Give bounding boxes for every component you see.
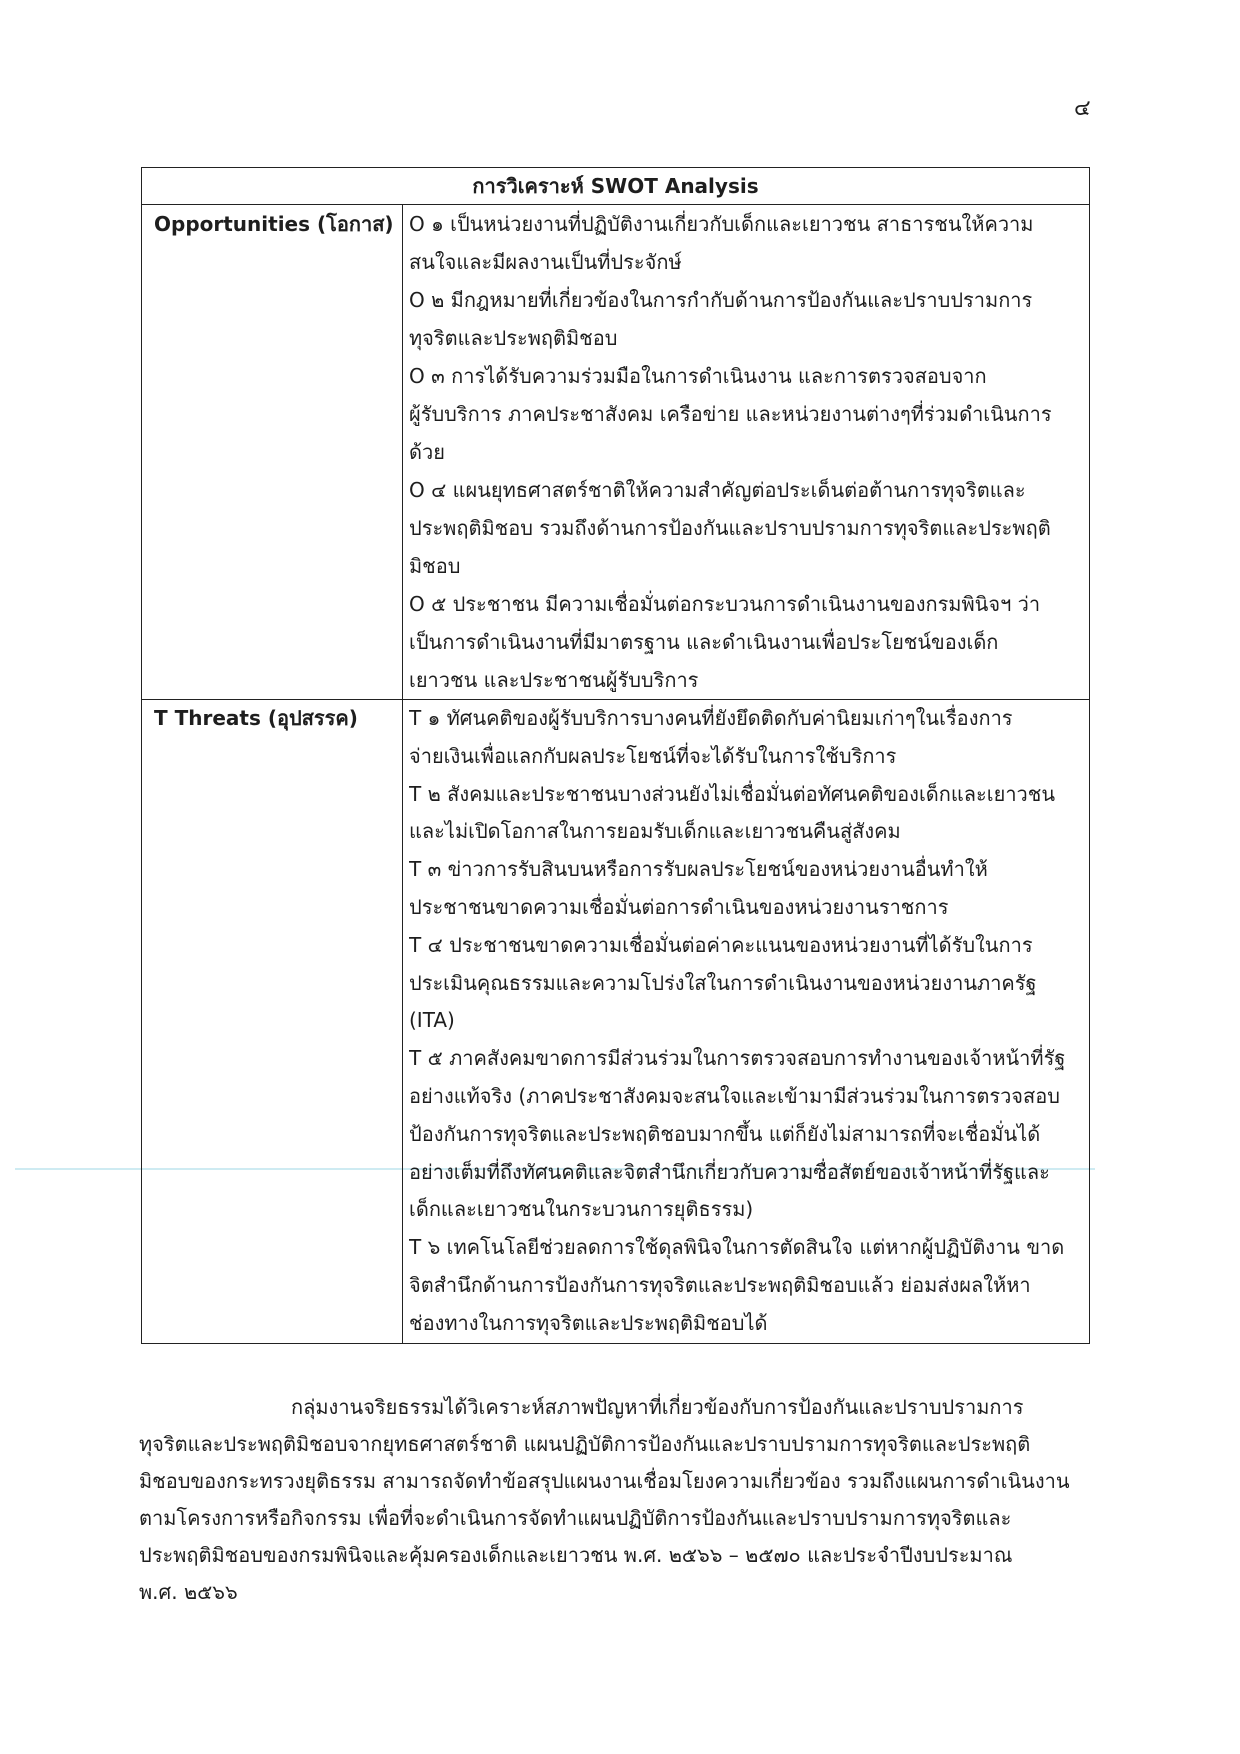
threat-line: T ๓ ข่าวการรับสินบนหรือการรับผลประโยชน์ของหน่วยงานอื่นทำให้ xyxy=(409,857,988,882)
page-number: ๔ xyxy=(1074,96,1091,121)
opportunity-line: ผู้รับบริการ ภาคประชาสังคม เครือข่าย และหน่วยงานต่างๆที่ร่วมดำเนินการ xyxy=(409,402,1052,426)
threat-line: อย่างแท้จริง (ภาคประชาสังคมจะสนใจและเข้ามามีส่วนร่วมในการตรวจสอบ xyxy=(409,1083,1060,1108)
summary-line: ตามโครงการหรือกิจกรรม เพื่อที่จะดำเนินการจัดทำแผนปฏิบัติการป้องกันและปราบปรามการทุจริตและ xyxy=(139,1506,1012,1530)
summary-line: ทุจริตและประพฤติมิชอบจากยุทธศาสตร์ชาติ แผนปฏิบัติการป้องกันและปราบปรามการทุจริตและประพฤติ xyxy=(139,1432,1031,1456)
opportunity-line: มิชอบ xyxy=(409,554,461,578)
table-title: การวิเคราะห์ SWOT Analysis xyxy=(472,174,759,198)
threat-line: และไม่เปิดโอกาสในการยอมรับเด็กและเยาวชนคืนสู่สังคม xyxy=(409,819,901,844)
swot-table xyxy=(141,167,1090,1344)
threat-line: จ่ายเงินเพื่อแลกกับผลประโยชน์ที่จะได้รับในการใช้บริการ xyxy=(409,743,897,768)
opportunity-line: O ๔ แผนยุทธศาสตร์ชาติให้ความสำคัญต่อประเด็นต่อต้านการทุจริตและ xyxy=(409,478,1026,502)
opportunity-line: O ๒ มีกฎหมายที่เกี่ยวข้องในการกำกับด้านการป้องกันและปราบปรามการ xyxy=(409,288,1033,312)
threat-line: ป้องกันการทุจริตและประพฤติชอบมากขึ้น แต่ก็ยังไม่สามารถที่จะเชื่อมั่นได้ xyxy=(409,1121,1041,1146)
threats-label: T Threats (อุปสรรค) xyxy=(154,706,358,730)
summary-line: ประพฤติมิชอบของกรมพินิจและคุ้มครองเด็กและเยาวชน พ.ศ. ๒๕๖๖ – ๒๕๗๐ และประจำปีงบประมาณ xyxy=(139,1543,1013,1567)
summary-line: มิชอบของกระทรวงยุติธรรม สามารถจัดทำข้อสรุปแผนงานเชื่อมโยงความเกี่ยวข้อง รวมถึงแผนการดำเนินงาน xyxy=(139,1469,1070,1493)
opportunity-line: O ๓ การได้รับความร่วมมือในการดำเนินงาน และการตรวจสอบจาก xyxy=(409,364,987,388)
threat-line: (ITA) xyxy=(409,1008,455,1033)
opportunity-line: เป็นการดำเนินงานที่มีมาตรฐาน และดำเนินงานเพื่อประโยชน์ของเด็ก xyxy=(409,630,999,654)
opportunity-line: O ๕ ประชาชน มีความเชื่อมั่นต่อกระบวนการดำเนินงานของกรมพินิจฯ ว่า xyxy=(409,592,1041,616)
opportunity-line: ทุจริตและประพฤติมิชอบ xyxy=(409,326,618,350)
threat-line: อย่างเต็มที่ถึงทัศนคติและจิตสำนึกเกี่ยวกับความซื่อสัตย์ของเจ้าหน้าที่รัฐและ xyxy=(409,1159,1050,1184)
threat-line: ประชาชนขาดความเชื่อมั่นต่อการดำเนินของหน่วยงานราชการ xyxy=(409,894,949,919)
threat-line: เด็กและเยาวชนในกระบวนการยุติธรรม) xyxy=(409,1197,754,1222)
threat-line: T ๖ เทคโนโลยีช่วยลดการใช้ดุลพินิจในการตัดสินใจ แต่หากผู้ปฏิบัติงาน ขาด xyxy=(409,1235,1065,1260)
threats-row xyxy=(142,699,1089,1343)
threat-line: T ๒ สังคมและประชาชนบางส่วนยังไม่เชื่อมั่นต่อทัศนคติของเด็กและเยาวชน xyxy=(409,781,1056,806)
summary-line: พ.ศ. ๒๕๖๖ xyxy=(139,1580,238,1604)
threat-line: ช่องทางในการทุจริตและประพฤติมิชอบได้ xyxy=(409,1310,768,1335)
opportunities-label: Opportunities (โอกาส) xyxy=(154,212,394,236)
opportunity-line: ด้วย xyxy=(409,440,445,464)
summary-line: กลุ่มงานจริยธรรมได้วิเคราะห์สภาพปัญหาที่เกี่ยวข้องกับการป้องกันและปราบปรามการ xyxy=(291,1395,1024,1419)
threats-content xyxy=(403,700,1089,1343)
threat-line: ประเมินคุณธรรมและความโปร่งใสในการดำเนินงานของหน่วยงานภาครัฐ xyxy=(409,970,1037,995)
opportunities-content xyxy=(403,205,1089,699)
opportunity-line: O ๑ เป็นหน่วยงานที่ปฏิบัติงานเกี่ยวกับเด็กและเยาวชน สาธารชนให้ความ xyxy=(409,212,1034,236)
opportunity-line: สนใจและมีผลงานเป็นที่ประจักษ์ xyxy=(409,250,682,274)
threats-label-cell xyxy=(142,700,403,1343)
threat-line: จิตสำนึกด้านการป้องกันการทุจริตและประพฤติมิชอบแล้ว ย่อมส่งผลให้หา xyxy=(409,1272,1031,1297)
opportunity-line: เยาวชน และประชาชนผู้รับบริการ xyxy=(409,668,699,692)
opportunities-label-cell xyxy=(142,205,403,699)
opportunity-line: ประพฤติมิชอบ รวมถึงด้านการป้องกันและปราบปรามการทุจริตและประพฤติ xyxy=(409,516,1051,540)
opportunities-row xyxy=(142,204,1089,699)
threat-line: T ๔ ประชาชนขาดความเชื่อมั่นต่อค่าคะแนนของหน่วยงานที่ได้รับในการ xyxy=(409,932,1033,957)
threat-line: T ๕ ภาคสังคมขาดการมีส่วนร่วมในการตรวจสอบการทำงานของเจ้าหน้าที่รัฐ xyxy=(409,1046,1066,1071)
summary-paragraph xyxy=(139,1389,1090,1611)
threat-line: T ๑ ทัศนคติของผู้รับบริการบางคนที่ยังยึดติดกับค่านิยมเก่าๆในเรื่องการ xyxy=(409,706,1013,730)
